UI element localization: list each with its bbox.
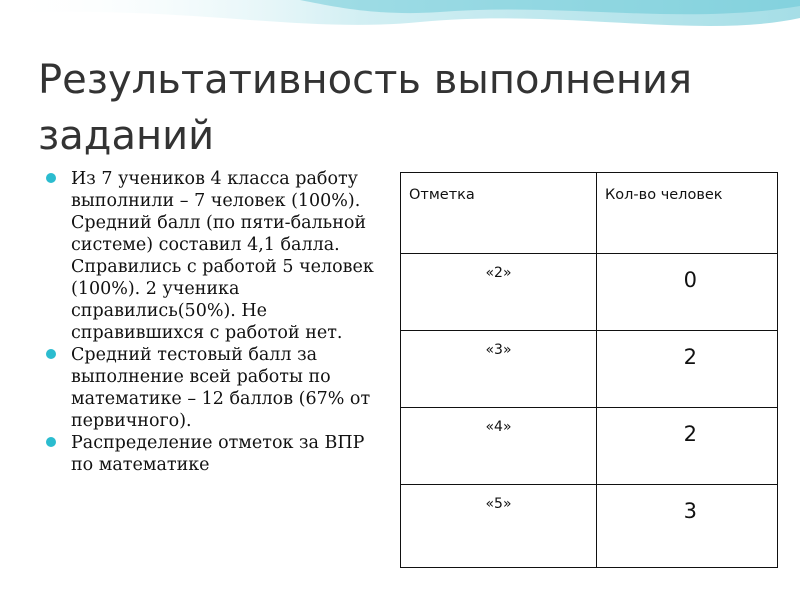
- bullet-list: [46, 168, 391, 476]
- grade-distribution-table: [400, 172, 778, 568]
- table-row: [401, 408, 778, 485]
- count-cell: 2: [597, 408, 778, 485]
- count-cell: 0: [597, 254, 778, 331]
- count-cell: 2: [597, 331, 778, 408]
- table-header-row: [401, 173, 778, 254]
- table-header-count: Кол-во человек: [597, 173, 778, 254]
- bullet-text: Средний тестовый балл за выполнение всей работы по математике – 12 баллов (67% от первичного).: [71, 345, 371, 431]
- table-row: [401, 254, 778, 331]
- table-row: [401, 485, 778, 568]
- table-header-grade: Отметка: [401, 173, 597, 254]
- header-wave-decoration: [0, 0, 800, 60]
- grade-cell: «5»: [401, 485, 597, 568]
- table-row: [401, 331, 778, 408]
- bullet-item: [46, 168, 391, 344]
- slide-title: Результативность выполнения заданий: [38, 57, 693, 159]
- grade-cell: «4»: [401, 408, 597, 485]
- bullet-text: Распределение отметок за ВПР по математике: [71, 433, 365, 475]
- count-cell: 3: [597, 485, 778, 568]
- grade-cell: «3»: [401, 331, 597, 408]
- bullet-item: [46, 344, 391, 432]
- grade-cell: «2»: [401, 254, 597, 331]
- bullet-item: [46, 432, 391, 476]
- bullet-dot-icon: [46, 437, 56, 447]
- bullet-dot-icon: [46, 349, 56, 359]
- bullet-text: Из 7 учеников 4 класса работу выполнили – 7 человек (100%). Средний балл (по пяти-бальной системе) составил 4,1 балла. Справились с работой 5 человек (100%). 2 ученика справились(50%). Не справившихся с работой нет.: [71, 169, 374, 343]
- bullet-dot-icon: [46, 173, 56, 183]
